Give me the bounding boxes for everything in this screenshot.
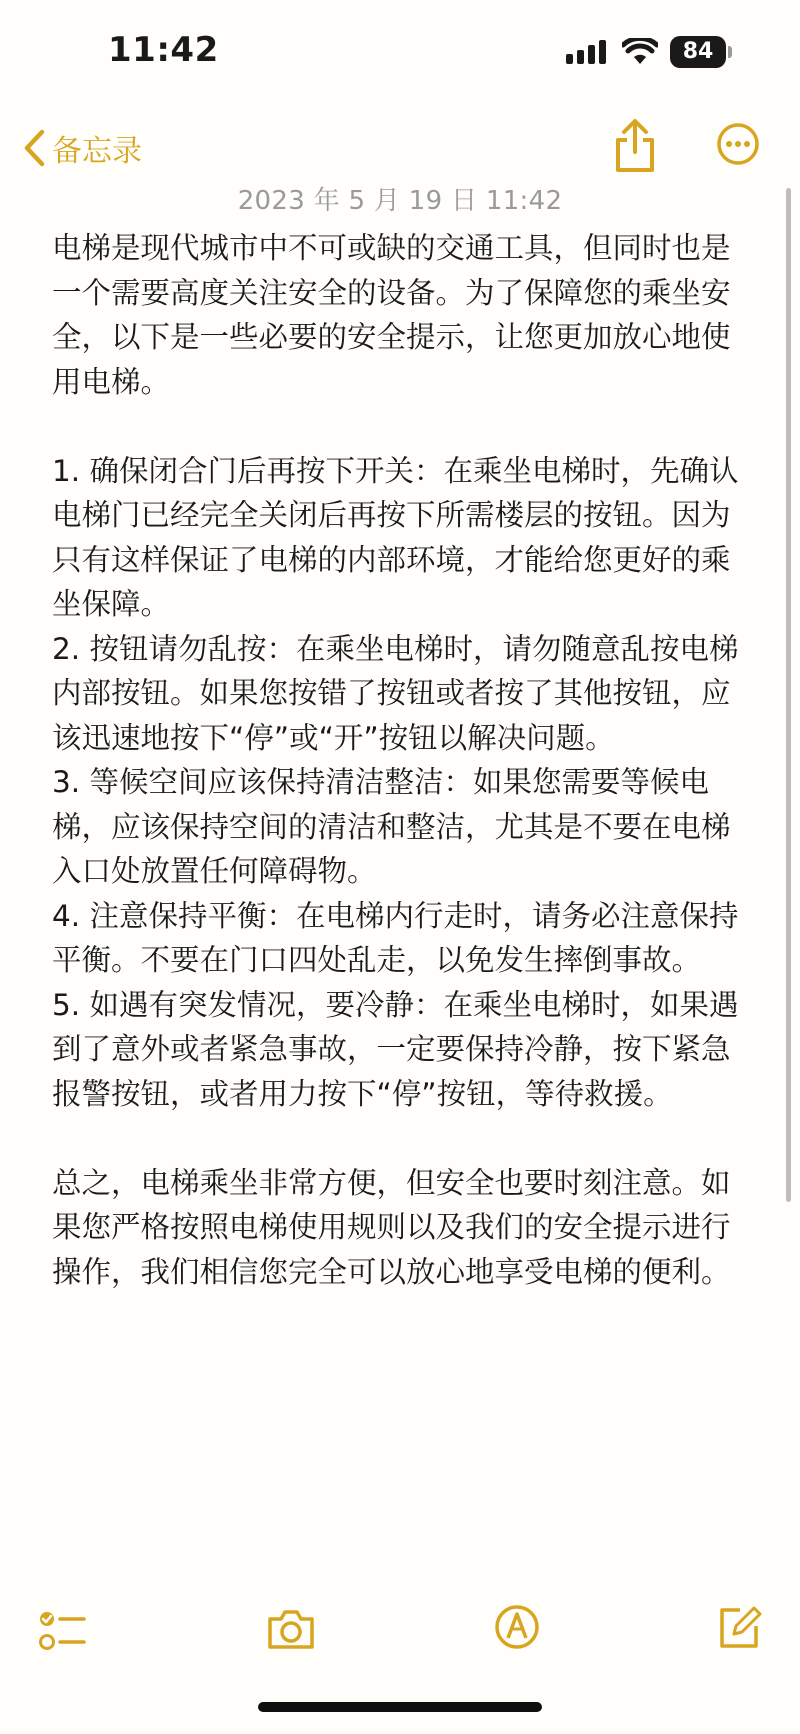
note-date: 2023 年 5 月 19 日 11:42: [237, 186, 563, 216]
more-icon[interactable]: [716, 122, 760, 166]
note-item: 1. 确保闭合门后再按下开关：在乘坐电梯时，先确认电梯门已经完全关闭后再按下所需楼层的按钮。因为只有这样保证了电梯的内部环境，才能给您更好的乘坐保障。: [52, 453, 739, 621]
note-intro: 电梯是现代城市中不可或缺的交通工具，但同时也是一个需要高度关注安全的设备。为了保障您的乘坐安全，以下是一些必要的安全提示，让您更加放心地使用电梯。: [52, 231, 731, 399]
markup-icon[interactable]: [494, 1604, 540, 1650]
checklist-icon[interactable]: [38, 1608, 86, 1654]
wifi-icon: [622, 38, 658, 66]
note-item: 2. 按钮请勿乱按：在乘坐电梯时，请勿随意乱按电梯内部按钮。如果您按错了按钮或者按了其他按钮，应该迅速地按下“停”或“开”按钮以解决问题。: [52, 631, 739, 755]
compose-icon[interactable]: [716, 1602, 762, 1650]
status-time: 11:42: [108, 30, 219, 70]
back-button[interactable]: [22, 120, 142, 176]
scrollbar[interactable]: [786, 188, 791, 1202]
battery-indicator: 84: [670, 36, 726, 68]
status-bar: [0, 0, 800, 110]
chevron-left-icon: [22, 128, 46, 168]
camera-icon[interactable]: [266, 1608, 316, 1650]
back-label: 备忘录: [52, 134, 142, 169]
battery-tip: [728, 46, 732, 58]
cellular-signal-icon: [566, 40, 610, 64]
share-icon[interactable]: [612, 118, 658, 174]
note-item: 5. 如遇有突发情况，要冷静：在乘坐电梯时，如果遇到了意外或者紧急事故，一定要保持冷静，按下紧急报警按钮，或者用力按下“停”按钮，等待救援。: [52, 987, 739, 1111]
note-item: 4. 注意保持平衡：在电梯内行走时，请务必注意保持平衡。不要在门口四处乱走，以免发生摔倒事故。: [52, 898, 739, 977]
note-conclusion: 总之，电梯乘坐非常方便，但安全也要时刻注意。如果您严格按照电梯使用规则以及我们的安全提示进行操作，我们相信您完全可以放心地享受电梯的便利。: [52, 1165, 731, 1289]
nav-bar: [0, 110, 800, 190]
note-body[interactable]: [52, 226, 742, 1294]
bottom-toolbar: [0, 1600, 800, 1670]
home-indicator[interactable]: [258, 1702, 542, 1712]
note-item: 3. 等候空间应该保持清洁整洁：如果您需要等候电梯，应该保持空间的清洁和整洁，尤其是不要在电梯入口处放置任何障碍物。: [52, 765, 731, 888]
